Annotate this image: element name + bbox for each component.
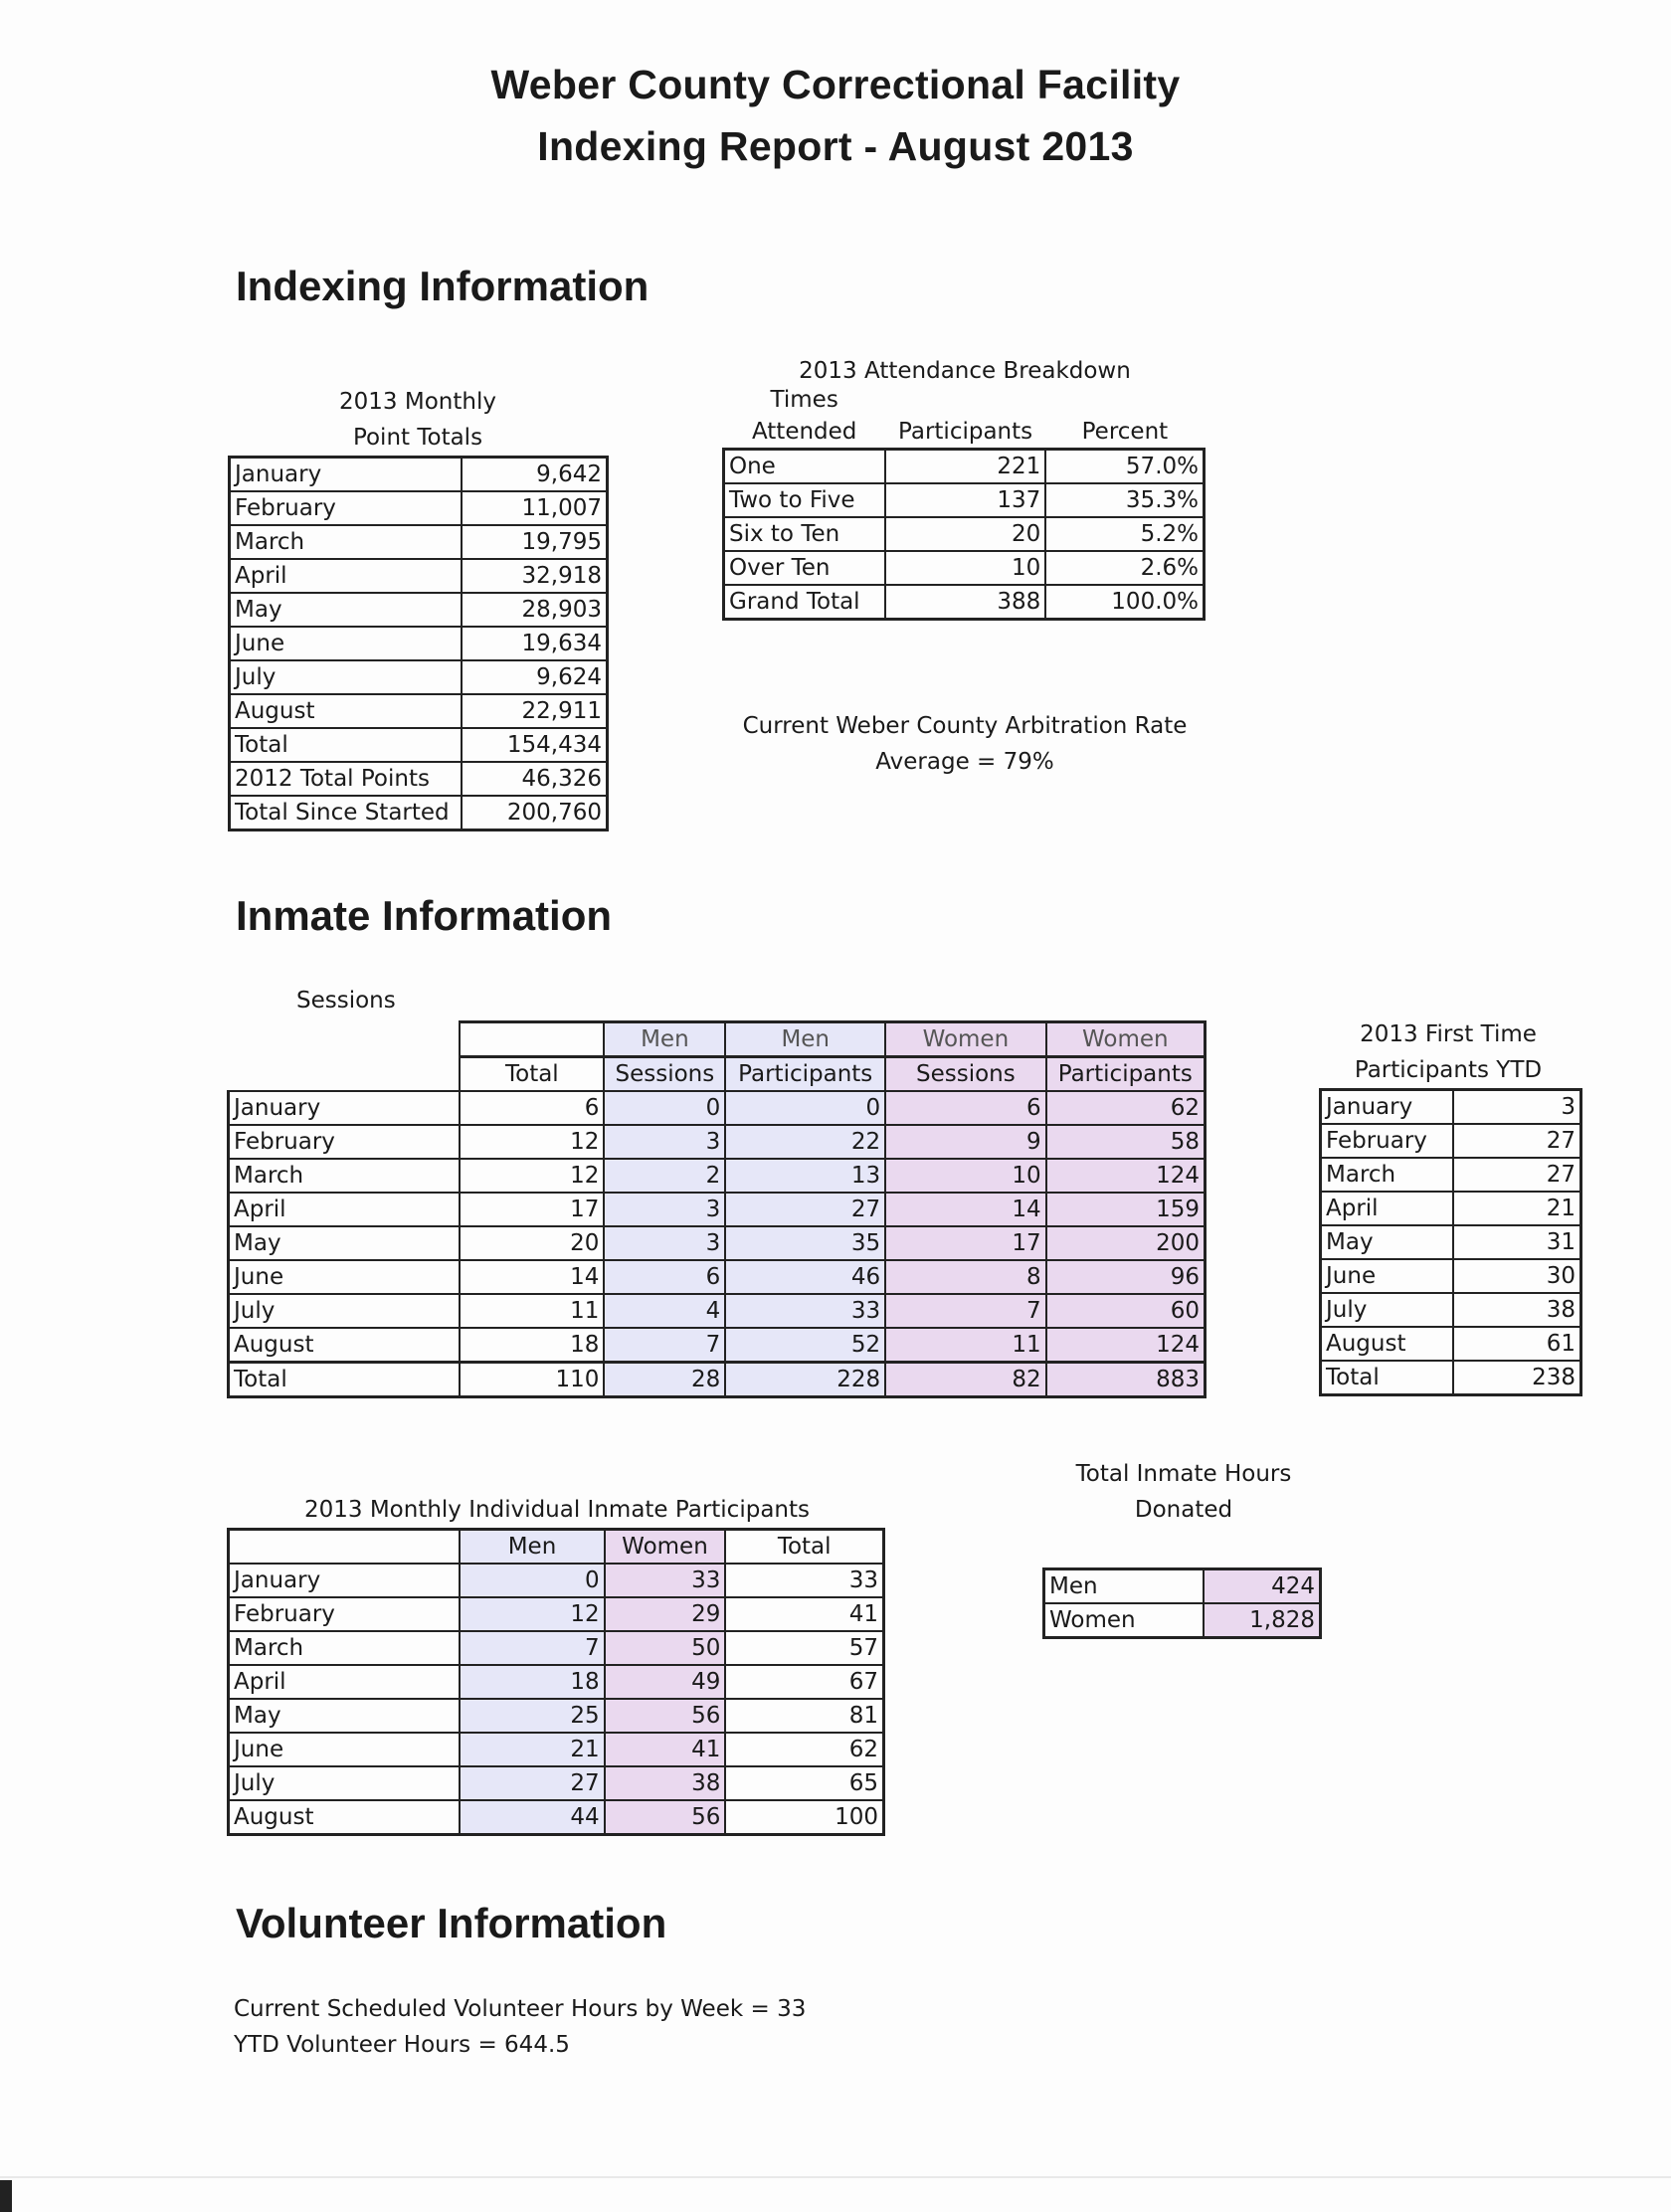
total-sessions-value: 17 <box>460 1193 604 1226</box>
scan-edge-line <box>0 2176 1671 2178</box>
row-label: June <box>229 1260 461 1294</box>
women-participants-value: 159 <box>1046 1193 1206 1226</box>
row-label: January <box>1321 1090 1453 1125</box>
row-label: May <box>230 593 463 627</box>
participants-value: 137 <box>885 483 1045 517</box>
row-label: Total <box>1321 1361 1453 1395</box>
table-row <box>724 551 1205 585</box>
monthly-points-caption-1: 2013 Monthly <box>339 389 496 415</box>
attendance-header-times-2: Attended <box>751 419 857 445</box>
percent-value: 35.3% <box>1045 483 1204 517</box>
table-row <box>1321 1124 1581 1158</box>
table-row <box>230 458 608 492</box>
women-participants-value: 124 <box>1046 1328 1206 1363</box>
first-time-caption-1: 2013 First Time <box>1360 1021 1537 1047</box>
row-label: April <box>230 559 463 593</box>
men-sessions-value: 0 <box>604 1091 725 1125</box>
table-row <box>230 660 608 694</box>
table-row <box>1321 1361 1581 1395</box>
first-time-value: 27 <box>1453 1124 1581 1158</box>
header-women-participants-1: Women <box>1046 1022 1206 1057</box>
women-value: 41 <box>605 1733 726 1766</box>
table-row <box>229 1699 884 1733</box>
men-participants-value: 33 <box>725 1294 885 1328</box>
participants-value: 388 <box>885 585 1045 620</box>
total-value: 67 <box>725 1665 883 1699</box>
women-sessions-value: 10 <box>885 1159 1045 1193</box>
women-participants-value: 124 <box>1046 1159 1206 1193</box>
row-label: May <box>229 1699 461 1733</box>
total-sessions-value: 14 <box>460 1260 604 1294</box>
section-heading-volunteer: Volunteer Information <box>236 1900 667 1946</box>
monthly-points-caption-2: Point Totals <box>352 425 483 451</box>
row-label: Grand Total <box>724 585 885 620</box>
points-value: 200,760 <box>462 796 607 830</box>
hours-caption-2: Donated <box>1134 1497 1233 1523</box>
table-row <box>724 450 1205 484</box>
row-label: Women <box>1044 1603 1204 1638</box>
men-sessions-value: 3 <box>604 1193 725 1226</box>
table-row <box>1321 1192 1581 1225</box>
row-label: August <box>229 1328 461 1363</box>
points-value: 19,795 <box>462 525 607 559</box>
women-participants-value: 62 <box>1046 1091 1206 1125</box>
women-sessions-value: 82 <box>885 1363 1045 1397</box>
points-value: 9,642 <box>462 458 607 492</box>
participants-value: 20 <box>885 517 1045 551</box>
women-sessions-value: 7 <box>885 1294 1045 1328</box>
table-row <box>1321 1090 1581 1125</box>
section-heading-inmate: Inmate Information <box>236 892 613 939</box>
row-label: Six to Ten <box>724 517 885 551</box>
attendance-header-percent: Percent <box>1081 419 1169 445</box>
total-value: 57 <box>725 1631 883 1665</box>
participants-value: 10 <box>885 551 1045 585</box>
women-participants-value: 200 <box>1046 1226 1206 1260</box>
women-sessions-value: 11 <box>885 1328 1045 1363</box>
table-row <box>229 1800 884 1835</box>
table-row <box>230 525 608 559</box>
table-row <box>229 1294 1206 1328</box>
scan-edge-mark <box>0 2180 12 2212</box>
men-sessions-value: 3 <box>604 1226 725 1260</box>
men-value: 25 <box>460 1699 604 1733</box>
header-men-sessions-1: Men <box>604 1022 725 1057</box>
row-label: February <box>229 1125 461 1159</box>
men-value: 44 <box>460 1800 604 1835</box>
header-women-sessions-2: Sessions <box>885 1057 1045 1092</box>
table-row <box>230 559 608 593</box>
women-participants-value: 58 <box>1046 1125 1206 1159</box>
total-value: 33 <box>725 1564 883 1597</box>
table-row <box>229 1665 884 1699</box>
men-participants-value: 46 <box>725 1260 885 1294</box>
arbitration-rate-line2: Average = 79% <box>875 749 1054 775</box>
first-time-value: 30 <box>1453 1259 1581 1293</box>
header-men-sessions-2: Sessions <box>604 1057 725 1092</box>
women-sessions-value: 9 <box>885 1125 1045 1159</box>
row-label: April <box>1321 1192 1453 1225</box>
women-value: 50 <box>605 1631 726 1665</box>
row-label: July <box>229 1766 461 1800</box>
row-label: June <box>1321 1259 1453 1293</box>
table-row <box>229 1193 1206 1226</box>
men-participants-value: 13 <box>725 1159 885 1193</box>
report-title-line2: Indexing Report - August 2013 <box>537 123 1134 169</box>
table-row <box>230 796 608 830</box>
men-value: 0 <box>460 1564 604 1597</box>
points-value: 11,007 <box>462 491 607 525</box>
header-men-participants-2: Participants <box>725 1057 885 1092</box>
women-participants-value: 883 <box>1046 1363 1206 1397</box>
row-label: Total Since Started <box>230 796 463 830</box>
header-women-participants-2: Participants <box>1046 1057 1206 1092</box>
table-row <box>1044 1603 1321 1638</box>
table-row <box>229 1260 1206 1294</box>
men-value: 18 <box>460 1665 604 1699</box>
men-sessions-value: 2 <box>604 1159 725 1193</box>
table-row <box>1044 1569 1321 1604</box>
row-label: February <box>229 1597 461 1631</box>
row-label: January <box>230 458 463 492</box>
table-row <box>230 694 608 728</box>
row-label: January <box>229 1564 461 1597</box>
row-label: March <box>1321 1158 1453 1192</box>
table-row <box>229 1226 1206 1260</box>
total-value: 41 <box>725 1597 883 1631</box>
monthly-points-table <box>228 456 609 831</box>
men-participants-value: 228 <box>725 1363 885 1397</box>
women-sessions-value: 14 <box>885 1193 1045 1226</box>
header-men-participants-1: Men <box>725 1022 885 1057</box>
arbitration-rate-line1: Current Weber County Arbitration Rate <box>742 713 1188 739</box>
percent-value: 2.6% <box>1045 551 1204 585</box>
men-sessions-value: 6 <box>604 1260 725 1294</box>
women-value: 56 <box>605 1800 726 1835</box>
row-label: Total <box>230 728 463 762</box>
table-row <box>229 1363 1206 1397</box>
row-label: One <box>724 450 885 484</box>
table-row <box>230 627 608 660</box>
women-participants-value: 60 <box>1046 1294 1206 1328</box>
table-row <box>229 1564 884 1597</box>
points-value: 9,624 <box>462 660 607 694</box>
row-label: Two to Five <box>724 483 885 517</box>
individual-header-total: Total <box>725 1530 883 1565</box>
men-sessions-value: 28 <box>604 1363 725 1397</box>
men-participants-value: 52 <box>725 1328 885 1363</box>
first-time-value: 21 <box>1453 1192 1581 1225</box>
percent-value: 100.0% <box>1045 585 1204 620</box>
sessions-caption: Sessions <box>296 988 396 1014</box>
first-time-value: 27 <box>1453 1158 1581 1192</box>
table-row <box>230 491 608 525</box>
first-time-value: 238 <box>1453 1361 1581 1395</box>
inmate-hours-table <box>1042 1567 1322 1639</box>
table-row <box>1321 1293 1581 1327</box>
row-label: August <box>229 1800 461 1835</box>
table-row <box>230 728 608 762</box>
first-time-value: 38 <box>1453 1293 1581 1327</box>
table-row <box>724 517 1205 551</box>
attendance-caption: 2013 Attendance Breakdown <box>799 358 1131 384</box>
sessions-table <box>227 1020 1207 1398</box>
women-sessions-value: 8 <box>885 1260 1045 1294</box>
table-row <box>1321 1327 1581 1361</box>
hours-value: 424 <box>1204 1569 1321 1604</box>
women-value: 38 <box>605 1766 726 1800</box>
individual-header-men: Men <box>460 1530 604 1565</box>
volunteer-hours-ytd: YTD Volunteer Hours = 644.5 <box>234 2032 570 2058</box>
individual-caption: 2013 Monthly Individual Inmate Participants <box>303 1497 810 1523</box>
men-value: 12 <box>460 1597 604 1631</box>
row-label: May <box>1321 1225 1453 1259</box>
attendance-header-times-1: Times <box>770 387 838 413</box>
women-value: 56 <box>605 1699 726 1733</box>
table-row <box>229 1125 1206 1159</box>
header-total: Total <box>460 1057 604 1092</box>
first-time-table <box>1319 1088 1582 1396</box>
first-time-caption-2: Participants YTD <box>1354 1057 1543 1083</box>
total-value: 100 <box>725 1800 883 1835</box>
attendance-header-participants: Participants <box>898 419 1033 445</box>
total-sessions-value: 12 <box>460 1159 604 1193</box>
men-value: 7 <box>460 1631 604 1665</box>
table-row <box>724 483 1205 517</box>
row-label: March <box>229 1631 461 1665</box>
row-label: July <box>1321 1293 1453 1327</box>
table-row <box>1321 1158 1581 1192</box>
participants-value: 221 <box>885 450 1045 484</box>
table-row <box>229 1766 884 1800</box>
women-sessions-value: 6 <box>885 1091 1045 1125</box>
table-row <box>229 1631 884 1665</box>
points-value: 28,903 <box>462 593 607 627</box>
men-participants-value: 35 <box>725 1226 885 1260</box>
total-sessions-value: 6 <box>460 1091 604 1125</box>
men-value: 21 <box>460 1733 604 1766</box>
report-title-line1: Weber County Correctional Facility <box>490 62 1181 107</box>
total-value: 81 <box>725 1699 883 1733</box>
row-label: August <box>1321 1327 1453 1361</box>
row-label: April <box>229 1193 461 1226</box>
row-label: Men <box>1044 1569 1204 1604</box>
table-row <box>1321 1259 1581 1293</box>
table-row <box>229 1091 1206 1125</box>
table-row <box>229 1159 1206 1193</box>
total-sessions-value: 18 <box>460 1328 604 1363</box>
women-value: 49 <box>605 1665 726 1699</box>
row-label: March <box>229 1159 461 1193</box>
individual-header-women: Women <box>605 1530 726 1565</box>
total-value: 65 <box>725 1766 883 1800</box>
individual-participants-table <box>227 1528 885 1836</box>
points-value: 22,911 <box>462 694 607 728</box>
men-participants-value: 22 <box>725 1125 885 1159</box>
men-participants-value: 27 <box>725 1193 885 1226</box>
row-label: July <box>229 1294 461 1328</box>
table-row <box>724 585 1205 620</box>
men-sessions-value: 7 <box>604 1328 725 1363</box>
total-sessions-value: 20 <box>460 1226 604 1260</box>
total-sessions-value: 110 <box>460 1363 604 1397</box>
points-value: 32,918 <box>462 559 607 593</box>
first-time-value: 3 <box>1453 1090 1581 1125</box>
row-label: July <box>230 660 463 694</box>
men-participants-value: 0 <box>725 1091 885 1125</box>
table-row <box>1321 1225 1581 1259</box>
volunteer-hours-weekly: Current Scheduled Volunteer Hours by Week = 33 <box>234 1996 807 2022</box>
row-label: August <box>230 694 463 728</box>
percent-value: 5.2% <box>1045 517 1204 551</box>
row-label: May <box>229 1226 461 1260</box>
table-row <box>230 762 608 796</box>
row-label: Total <box>229 1363 461 1397</box>
attendance-table <box>722 384 1206 621</box>
points-value: 46,326 <box>462 762 607 796</box>
men-value: 27 <box>460 1766 604 1800</box>
men-sessions-value: 4 <box>604 1294 725 1328</box>
table-row <box>230 593 608 627</box>
first-time-value: 61 <box>1453 1327 1581 1361</box>
row-label: February <box>1321 1124 1453 1158</box>
women-participants-value: 96 <box>1046 1260 1206 1294</box>
first-time-value: 31 <box>1453 1225 1581 1259</box>
points-value: 154,434 <box>462 728 607 762</box>
row-label: June <box>229 1733 461 1766</box>
row-label: Over Ten <box>724 551 885 585</box>
total-sessions-value: 11 <box>460 1294 604 1328</box>
table-row <box>229 1328 1206 1363</box>
row-label: April <box>229 1665 461 1699</box>
row-label: February <box>230 491 463 525</box>
row-label: 2012 Total Points <box>230 762 463 796</box>
header-women-sessions-1: Women <box>885 1022 1045 1057</box>
hours-value: 1,828 <box>1204 1603 1321 1638</box>
points-value: 19,634 <box>462 627 607 660</box>
table-row <box>229 1733 884 1766</box>
percent-value: 57.0% <box>1045 450 1204 484</box>
row-label: June <box>230 627 463 660</box>
women-sessions-value: 17 <box>885 1226 1045 1260</box>
section-heading-indexing: Indexing Information <box>236 263 650 309</box>
hours-caption-1: Total Inmate Hours <box>1075 1461 1292 1487</box>
row-label: March <box>230 525 463 559</box>
total-value: 62 <box>725 1733 883 1766</box>
women-value: 29 <box>605 1597 726 1631</box>
table-row <box>229 1597 884 1631</box>
row-label: January <box>229 1091 461 1125</box>
men-sessions-value: 3 <box>604 1125 725 1159</box>
total-sessions-value: 12 <box>460 1125 604 1159</box>
women-value: 33 <box>605 1564 726 1597</box>
